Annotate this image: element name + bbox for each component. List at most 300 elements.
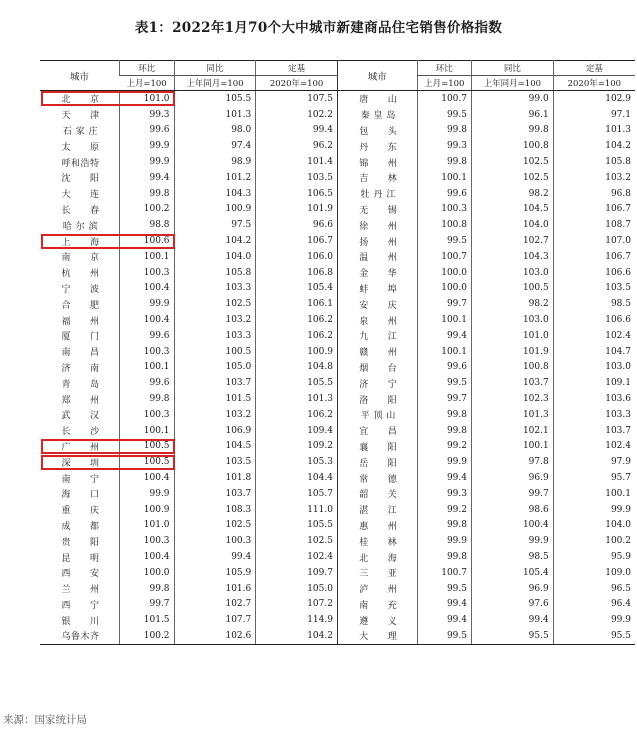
right-fixed-cell: 98.5 (553, 296, 635, 312)
header-mom-base-right: 上月=100 (417, 76, 471, 91)
right-mom-cell: 99.9 (417, 533, 471, 549)
right-yoy-cell: 99.0 (472, 91, 554, 107)
right-yoy-cell: 97.6 (472, 597, 554, 613)
table-row (40, 565, 635, 581)
right-yoy-cell: 102.5 (472, 170, 554, 186)
right-yoy-cell: 100.1 (472, 439, 554, 455)
left-city-cell: 昆 明 (61, 553, 100, 564)
right-fixed-cell: 96.4 (553, 597, 635, 613)
table-row (40, 281, 635, 297)
right-mom-cell: 100.1 (417, 170, 471, 186)
right-city-cell: 包 头 (337, 123, 417, 139)
left-fixed-cell: 106.7 (256, 233, 338, 249)
right-fixed-cell: 99.9 (553, 612, 635, 628)
left-yoy-cell: 104.0 (174, 249, 256, 265)
header-fixed-base-right: 2020年=100 (553, 76, 635, 91)
right-yoy-cell: 96.9 (472, 581, 554, 597)
right-fixed-cell: 104.0 (553, 518, 635, 534)
right-fixed-cell: 97.1 (553, 107, 635, 123)
left-city-cell: 青 岛 (61, 379, 100, 390)
table-row (40, 154, 635, 170)
left-fixed-cell: 106.5 (256, 186, 338, 202)
left-mom-cell: 99.8 (120, 581, 174, 597)
right-fixed-cell: 106.7 (553, 202, 635, 218)
left-yoy-cell: 103.5 (174, 454, 256, 470)
table-row (40, 186, 635, 202)
right-yoy-cell: 104.5 (472, 202, 554, 218)
left-mom-cell: 99.3 (120, 107, 174, 123)
right-yoy-cell: 96.9 (472, 470, 554, 486)
right-fixed-cell: 103.2 (553, 170, 635, 186)
right-yoy-cell: 101.0 (472, 328, 554, 344)
left-yoy-cell: 98.0 (174, 123, 256, 139)
right-city-cell: 金 华 (337, 265, 417, 281)
left-fixed-cell: 106.1 (256, 296, 338, 312)
right-mom-cell: 99.4 (417, 470, 471, 486)
right-mom-cell: 99.8 (417, 518, 471, 534)
right-mom-cell: 100.1 (417, 312, 471, 328)
table-row (40, 217, 635, 233)
header-yoy-left: 同比 (174, 61, 256, 76)
left-city-cell: 上 海 (61, 237, 100, 248)
right-city-cell: 赣 州 (337, 344, 417, 360)
left-fixed-cell: 96.2 (256, 138, 338, 154)
right-mom-cell: 100.7 (417, 249, 471, 265)
left-mom-cell: 100.4 (120, 312, 174, 328)
left-yoy-cell: 100.5 (174, 344, 256, 360)
right-yoy-cell: 100.5 (472, 281, 554, 297)
left-fixed-cell: 105.0 (256, 581, 338, 597)
header-fixed-base-left: 2020年=100 (256, 76, 338, 91)
left-mom-cell: 101.5 (120, 612, 174, 628)
right-fixed-cell: 104.2 (553, 138, 635, 154)
right-mom-cell: 99.5 (417, 628, 471, 644)
right-mom-cell: 99.2 (417, 502, 471, 518)
right-yoy-cell: 102.5 (472, 154, 554, 170)
table-row (40, 470, 635, 486)
left-city-cell: 济 南 (61, 363, 100, 374)
left-fixed-cell: 106.2 (256, 328, 338, 344)
table-row (40, 312, 635, 328)
right-city-cell: 济 宁 (337, 375, 417, 391)
right-yoy-cell: 105.4 (472, 565, 554, 581)
right-city-cell: 韶 关 (337, 486, 417, 502)
left-mom-cell: 100.1 (120, 249, 174, 265)
left-yoy-cell: 104.5 (174, 439, 256, 455)
right-yoy-cell: 100.8 (472, 138, 554, 154)
header-fixed-right: 定基 (553, 61, 635, 76)
left-yoy-cell: 99.4 (174, 549, 256, 565)
left-fixed-cell: 109.4 (256, 423, 338, 439)
left-city-cell: 沈 阳 (61, 174, 100, 185)
right-yoy-cell: 99.8 (472, 123, 554, 139)
right-fixed-cell: 105.8 (553, 154, 635, 170)
left-city-cell: 长 沙 (61, 427, 100, 438)
table-row (40, 123, 635, 139)
table-row (40, 202, 635, 218)
left-fixed-cell: 101.9 (256, 202, 338, 218)
table-row (40, 581, 635, 597)
left-yoy-cell: 106.9 (174, 423, 256, 439)
right-fixed-cell: 96.5 (553, 581, 635, 597)
right-fixed-cell: 106.6 (553, 312, 635, 328)
left-city-cell: 长 春 (61, 205, 100, 216)
left-yoy-cell: 105.5 (174, 91, 256, 107)
table-row (40, 423, 635, 439)
left-city-cell: 武 汉 (61, 411, 100, 422)
table-row (40, 533, 635, 549)
right-yoy-cell: 100.8 (472, 360, 554, 376)
right-mom-cell: 100.1 (417, 344, 471, 360)
right-fixed-cell: 103.5 (553, 281, 635, 297)
left-fixed-cell: 101.3 (256, 391, 338, 407)
left-city-cell: 太 原 (61, 142, 100, 153)
table-row (40, 502, 635, 518)
table-row (40, 486, 635, 502)
left-mom-cell: 98.8 (120, 217, 174, 233)
right-city-cell: 无 锡 (337, 202, 417, 218)
right-fixed-cell: 106.7 (553, 249, 635, 265)
left-mom-cell: 100.5 (120, 454, 174, 470)
left-city-cell: 杭 州 (61, 269, 100, 280)
left-mom-cell: 99.8 (120, 391, 174, 407)
left-mom-cell: 99.9 (120, 486, 174, 502)
left-mom-cell: 100.5 (120, 439, 174, 455)
left-city-cell: 兰 州 (61, 585, 100, 596)
right-city-cell: 烟 台 (337, 360, 417, 376)
right-yoy-cell: 104.0 (472, 217, 554, 233)
header-yoy-base-left: 上年同月=100 (174, 76, 256, 91)
right-fixed-cell: 99.9 (553, 502, 635, 518)
left-fixed-cell: 96.6 (256, 217, 338, 233)
left-yoy-cell: 97.4 (174, 138, 256, 154)
left-fixed-cell: 102.2 (256, 107, 338, 123)
right-fixed-cell: 103.3 (553, 407, 635, 423)
right-city-cell: 扬 州 (337, 233, 417, 249)
left-yoy-cell: 107.7 (174, 612, 256, 628)
table-row (40, 628, 635, 644)
table-row (40, 518, 635, 534)
left-fixed-cell: 106.0 (256, 249, 338, 265)
left-yoy-cell: 101.3 (174, 107, 256, 123)
right-mom-cell: 100.3 (417, 202, 471, 218)
left-mom-cell: 100.0 (120, 565, 174, 581)
left-fixed-cell: 105.5 (256, 518, 338, 534)
left-city-cell: 厦 门 (61, 332, 100, 343)
right-fixed-cell: 95.9 (553, 549, 635, 565)
left-yoy-cell: 105.0 (174, 360, 256, 376)
table-row (40, 328, 635, 344)
right-fixed-cell: 95.5 (553, 628, 635, 644)
right-yoy-cell: 102.7 (472, 233, 554, 249)
right-mom-cell: 99.4 (417, 328, 471, 344)
table-row (40, 549, 635, 565)
left-city-cell: 西 宁 (61, 600, 100, 611)
left-yoy-cell: 103.3 (174, 328, 256, 344)
right-mom-cell: 99.5 (417, 581, 471, 597)
left-yoy-cell: 101.5 (174, 391, 256, 407)
right-fixed-cell: 107.0 (553, 233, 635, 249)
right-yoy-cell: 103.0 (472, 312, 554, 328)
right-mom-cell: 99.8 (417, 154, 471, 170)
right-mom-cell: 99.5 (417, 375, 471, 391)
right-fixed-cell: 108.7 (553, 217, 635, 233)
left-mom-cell: 99.7 (120, 597, 174, 613)
right-fixed-cell: 104.7 (553, 344, 635, 360)
left-city-cell: 郑 州 (61, 395, 100, 406)
left-yoy-cell: 108.3 (174, 502, 256, 518)
left-mom-cell: 99.6 (120, 123, 174, 139)
right-yoy-cell: 95.5 (472, 628, 554, 644)
right-yoy-cell: 98.2 (472, 296, 554, 312)
left-mom-cell: 100.3 (120, 533, 174, 549)
right-city-cell: 丹 东 (337, 138, 417, 154)
right-city-cell: 吉 林 (337, 170, 417, 186)
right-city-cell: 岳 阳 (337, 454, 417, 470)
table-row (40, 344, 635, 360)
right-city-cell: 北 海 (337, 549, 417, 565)
right-mom-cell: 99.3 (417, 138, 471, 154)
table-row (40, 265, 635, 281)
right-mom-cell: 99.6 (417, 186, 471, 202)
left-fixed-cell: 105.4 (256, 281, 338, 297)
left-mom-cell: 100.3 (120, 344, 174, 360)
table-row (40, 375, 635, 391)
right-city-cell: 泉 州 (337, 312, 417, 328)
right-city-cell: 安 庆 (337, 296, 417, 312)
right-yoy-cell: 99.4 (472, 612, 554, 628)
left-city-cell: 深 圳 (61, 458, 100, 469)
table-row (40, 391, 635, 407)
left-fixed-cell: 111.0 (256, 502, 338, 518)
left-fixed-cell: 104.8 (256, 360, 338, 376)
left-mom-cell: 100.4 (120, 281, 174, 297)
right-city-cell: 湛 江 (337, 502, 417, 518)
left-mom-cell: 100.3 (120, 265, 174, 281)
left-fixed-cell: 107.5 (256, 91, 338, 107)
header-city-left: 城市 (40, 61, 120, 91)
left-city-cell: 南 宁 (61, 474, 100, 485)
left-mom-cell: 100.1 (120, 423, 174, 439)
left-yoy-cell: 105.8 (174, 265, 256, 281)
left-fixed-cell: 100.9 (256, 344, 338, 360)
right-city-cell: 平 顶 山 (337, 407, 417, 423)
right-fixed-cell: 102.4 (553, 439, 635, 455)
right-city-cell: 襄 阳 (337, 439, 417, 455)
header-fixed-left: 定基 (256, 61, 338, 76)
left-mom-cell: 100.1 (120, 360, 174, 376)
left-yoy-cell: 100.9 (174, 202, 256, 218)
left-fixed-cell: 105.3 (256, 454, 338, 470)
left-mom-cell: 99.9 (120, 154, 174, 170)
left-city-cell: 贵 阳 (61, 537, 100, 548)
right-yoy-cell: 98.5 (472, 549, 554, 565)
table-row (40, 107, 635, 123)
left-city-cell: 银 川 (61, 616, 100, 627)
left-mom-cell: 100.6 (120, 233, 174, 249)
left-mom-cell: 101.0 (120, 91, 174, 107)
left-city-cell: 北 京 (61, 95, 100, 106)
left-yoy-cell: 102.5 (174, 518, 256, 534)
left-mom-cell: 100.4 (120, 470, 174, 486)
left-fixed-cell: 105.7 (256, 486, 338, 502)
left-fixed-cell: 114.9 (256, 612, 338, 628)
right-mom-cell: 99.4 (417, 612, 471, 628)
table-body (40, 91, 635, 645)
right-fixed-cell: 109.1 (553, 375, 635, 391)
header-mom-left: 环比 (120, 61, 174, 76)
left-yoy-cell: 103.2 (174, 407, 256, 423)
right-yoy-cell: 102.3 (472, 391, 554, 407)
left-city-cell: 福 州 (61, 316, 100, 327)
left-mom-cell: 100.2 (120, 202, 174, 218)
price-index-table (40, 60, 635, 645)
left-yoy-cell: 105.9 (174, 565, 256, 581)
left-mom-cell: 100.3 (120, 407, 174, 423)
left-yoy-cell: 103.7 (174, 486, 256, 502)
right-yoy-cell: 102.1 (472, 423, 554, 439)
right-yoy-cell: 96.1 (472, 107, 554, 123)
right-city-cell: 南 充 (337, 597, 417, 613)
right-city-cell: 蚌 埠 (337, 281, 417, 297)
right-mom-cell: 99.8 (417, 549, 471, 565)
right-yoy-cell: 101.3 (472, 407, 554, 423)
left-mom-cell: 99.8 (120, 186, 174, 202)
left-fixed-cell: 109.2 (256, 439, 338, 455)
right-city-cell: 大 理 (337, 628, 417, 644)
table-row (40, 612, 635, 628)
left-fixed-cell: 102.4 (256, 549, 338, 565)
left-fixed-cell: 99.4 (256, 123, 338, 139)
left-city-cell: 重 庆 (61, 506, 100, 517)
right-fixed-cell: 106.6 (553, 265, 635, 281)
left-mom-cell: 99.4 (120, 170, 174, 186)
right-mom-cell: 99.5 (417, 233, 471, 249)
right-city-cell: 秦 皇 岛 (337, 107, 417, 123)
right-mom-cell: 99.5 (417, 107, 471, 123)
left-yoy-cell: 104.2 (174, 233, 256, 249)
left-city-cell: 南 昌 (61, 348, 100, 359)
right-mom-cell: 99.9 (417, 454, 471, 470)
right-mom-cell: 99.3 (417, 486, 471, 502)
price-index-table-wrapper (40, 60, 635, 645)
left-fixed-cell: 105.5 (256, 375, 338, 391)
table-row (40, 296, 635, 312)
right-mom-cell: 99.7 (417, 391, 471, 407)
table-row (40, 170, 635, 186)
right-yoy-cell: 98.2 (472, 186, 554, 202)
table-row (40, 91, 635, 107)
table-row (40, 138, 635, 154)
left-mom-cell: 99.9 (120, 138, 174, 154)
right-city-cell: 洛 阳 (337, 391, 417, 407)
right-city-cell: 九 江 (337, 328, 417, 344)
left-yoy-cell: 101.8 (174, 470, 256, 486)
right-yoy-cell: 99.9 (472, 533, 554, 549)
left-mom-cell: 100.2 (120, 628, 174, 644)
header-mom-base-left: 上月=100 (120, 76, 174, 91)
left-city-cell: 哈 尔 滨 (62, 221, 99, 232)
right-city-cell: 桂 林 (337, 533, 417, 549)
right-mom-cell: 99.8 (417, 423, 471, 439)
left-mom-cell: 99.6 (120, 328, 174, 344)
left-city-cell: 西 安 (61, 569, 100, 580)
left-city-cell: 天 津 (61, 111, 100, 122)
right-city-cell: 三 亚 (337, 565, 417, 581)
right-yoy-cell: 97.8 (472, 454, 554, 470)
right-city-cell: 宜 昌 (337, 423, 417, 439)
right-yoy-cell: 100.4 (472, 518, 554, 534)
table-row (40, 439, 635, 455)
left-city-cell: 南 京 (61, 253, 100, 264)
right-fixed-cell: 103.0 (553, 360, 635, 376)
right-mom-cell: 100.8 (417, 217, 471, 233)
left-mom-cell: 100.9 (120, 502, 174, 518)
left-yoy-cell: 102.6 (174, 628, 256, 644)
table-title: 表1：2022年1月70个大中城市新建商品住宅销售价格指数 (134, 20, 503, 36)
table-row (40, 407, 635, 423)
right-mom-cell: 99.8 (417, 407, 471, 423)
table-row (40, 597, 635, 613)
left-city-cell: 广 州 (61, 442, 100, 453)
right-mom-cell: 99.7 (417, 296, 471, 312)
right-fixed-cell: 109.0 (553, 565, 635, 581)
left-city-cell: 大 连 (61, 190, 100, 201)
left-city-cell: 海 口 (61, 490, 100, 501)
right-city-cell: 惠 州 (337, 518, 417, 534)
header-mom-right: 环比 (417, 61, 471, 76)
right-city-cell: 徐 州 (337, 217, 417, 233)
right-yoy-cell: 98.6 (472, 502, 554, 518)
right-yoy-cell: 103.0 (472, 265, 554, 281)
right-city-cell: 唐 山 (337, 91, 417, 107)
right-city-cell: 遵 义 (337, 612, 417, 628)
left-fixed-cell: 104.2 (256, 628, 338, 644)
right-city-cell: 常 德 (337, 470, 417, 486)
left-yoy-cell: 104.3 (174, 186, 256, 202)
table-row (40, 360, 635, 376)
right-yoy-cell: 99.7 (472, 486, 554, 502)
left-yoy-cell: 97.5 (174, 217, 256, 233)
right-mom-cell: 99.2 (417, 439, 471, 455)
header-yoy-base-right: 上年同月=100 (472, 76, 554, 91)
right-yoy-cell: 104.3 (472, 249, 554, 265)
left-yoy-cell: 98.9 (174, 154, 256, 170)
right-mom-cell: 100.0 (417, 281, 471, 297)
header-yoy-right: 同比 (472, 61, 554, 76)
left-city-cell: 宁 波 (61, 284, 100, 295)
right-fixed-cell: 103.7 (553, 423, 635, 439)
left-city-cell: 呼和浩特 (61, 158, 100, 169)
right-mom-cell: 100.0 (417, 265, 471, 281)
right-mom-cell: 100.7 (417, 565, 471, 581)
left-fixed-cell: 104.4 (256, 470, 338, 486)
left-yoy-cell: 102.7 (174, 597, 256, 613)
right-fixed-cell: 100.2 (553, 533, 635, 549)
table-row (40, 249, 635, 265)
left-city-cell: 合 肥 (61, 300, 100, 311)
right-yoy-cell: 103.7 (472, 375, 554, 391)
table-row (40, 233, 635, 249)
left-city-cell: 石 家 庄 (62, 126, 99, 137)
right-mom-cell: 100.7 (417, 91, 471, 107)
left-city-cell: 乌鲁木齐 (40, 628, 120, 644)
right-city-cell: 牡 丹 江 (337, 186, 417, 202)
left-fixed-cell: 109.7 (256, 565, 338, 581)
left-fixed-cell: 102.5 (256, 533, 338, 549)
left-fixed-cell: 106.2 (256, 312, 338, 328)
right-yoy-cell: 101.9 (472, 344, 554, 360)
